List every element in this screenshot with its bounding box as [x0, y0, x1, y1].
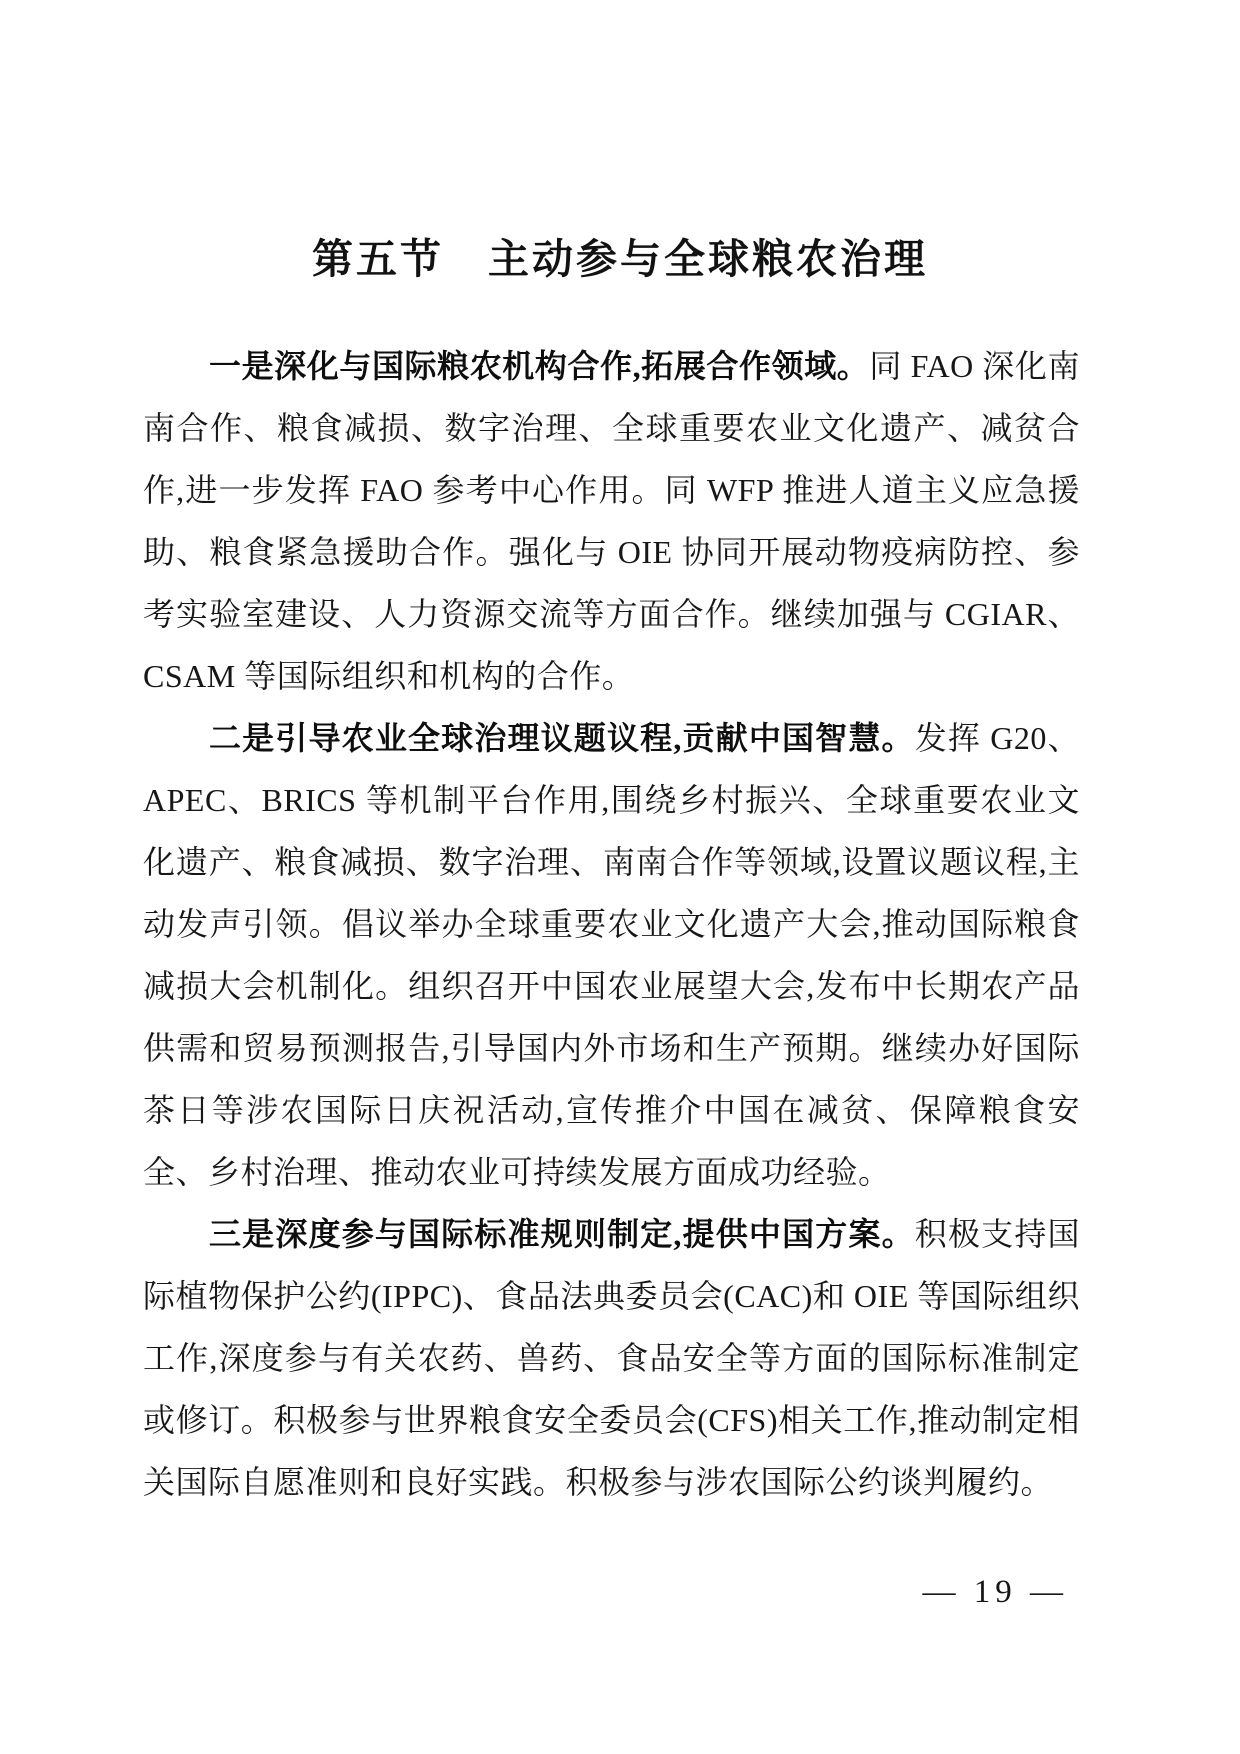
body-text — [143, 335, 1080, 1513]
paragraph-1-body: 同 FAO 深化南南合作、粮食减损、数字治理、全球重要农业文化遗产、减贫合作,进一步发挥 FAO 参考中心作用。同 WFP 推进人道主义应急援助、粮食紧急援助合作。强化与 OIE 协同开展动物疫病防控、参考实验室建设、人力资源交流等方面合作。继续加强与 CGIAR、CSAM 等国际组织和机构的合作。 — [143, 348, 1080, 694]
paragraph-3-lead: 三是深度参与国际标准规则制定,提供中国方案。 — [209, 1216, 915, 1252]
paragraph-2-lead: 二是引导农业全球治理议题议程,贡献中国智慧。 — [209, 720, 915, 756]
paragraph-1 — [143, 335, 1080, 707]
paragraph-3-body: 积极支持国际植物保护公约(IPPC)、食品法典委员会(CAC)和 OIE 等国际组织工作,深度参与有关农药、兽药、食品安全等方面的国际标准制定或修订。积极参与世界粮食安全委员会(CFS)相关工作,推动制定相关国际自愿准则和良好实践。积极参与涉农国际公约谈判履约。 — [143, 1216, 1080, 1500]
paragraph-3 — [143, 1203, 1080, 1513]
page-number: — 19 — — [922, 1574, 1068, 1610]
paragraph-2-body: 发挥 G20、APEC、BRICS 等机制平台作用,围绕乡村振兴、全球重要农业文化遗产、粮食减损、数字治理、南南合作等领域,设置议题议程,主动发声引领。倡议举办全球重要农业文化遗产大会,推动国际粮食减损大会机制化。组织召开中国农业展望大会,发布中长期农产品供需和贸易预测报告,引导国内外市场和生产预期。继续办好国际茶日等涉农国际日庆祝活动,宣传推介中国在减贫、保障粮食安全、乡村治理、推动农业可持续发展方面成功经验。 — [143, 720, 1080, 1190]
paragraph-2 — [143, 707, 1080, 1203]
section-title: 第五节 主动参与全球粮农治理 — [312, 236, 928, 282]
paragraph-1-lead: 一是深化与国际粮农机构合作,拓展合作领域。 — [209, 348, 870, 384]
